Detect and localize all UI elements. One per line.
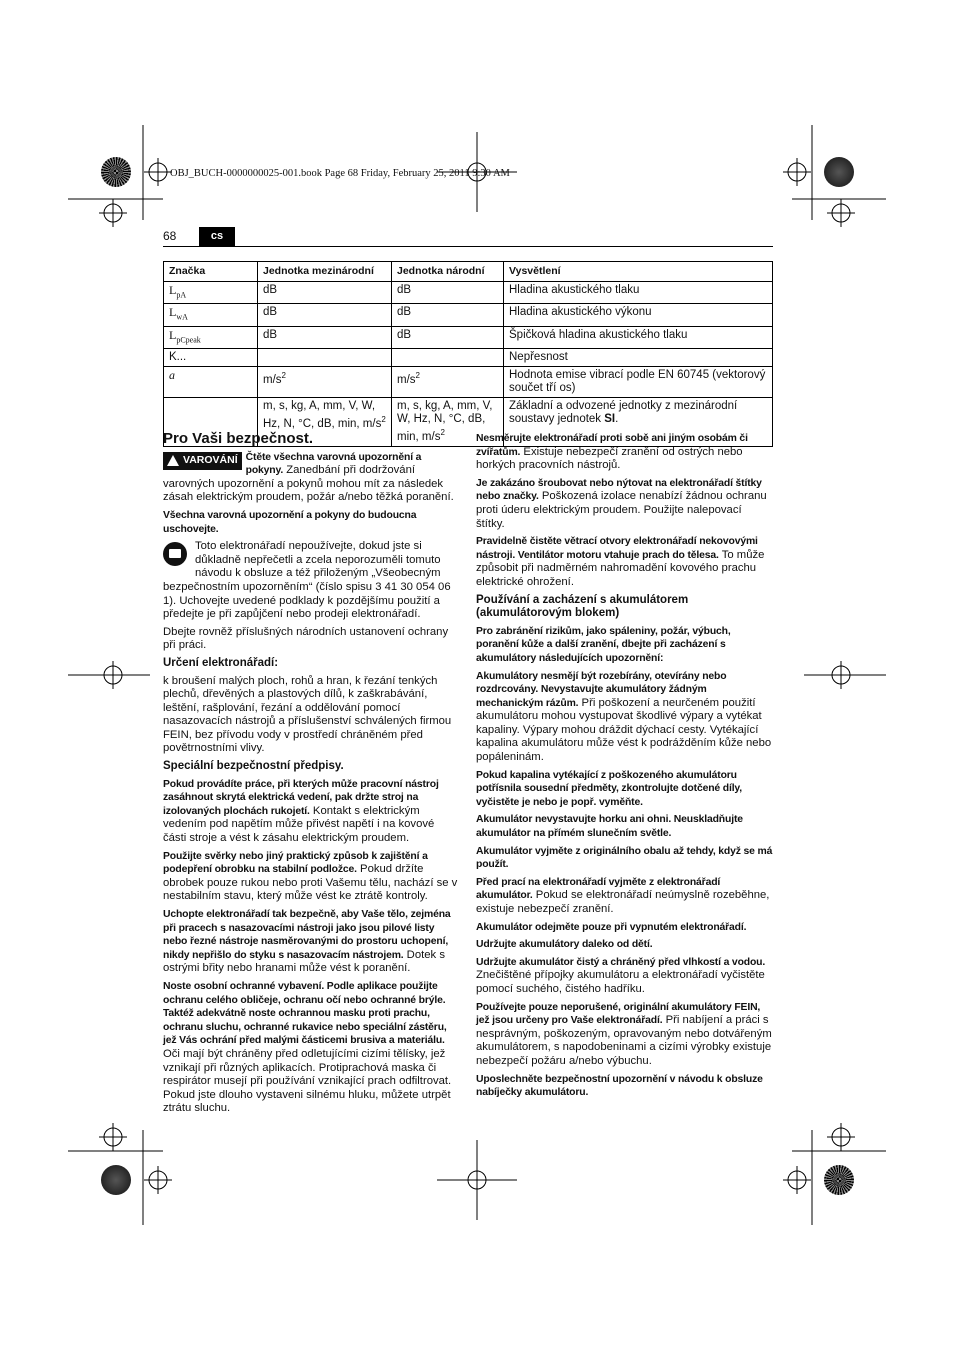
color-disc-top-right — [824, 157, 854, 187]
table-header: Vysvětlení — [504, 262, 773, 282]
table-header: Značka — [164, 262, 258, 282]
header-rule — [163, 246, 773, 247]
warning-badge: VAROVÁNÍ — [163, 452, 242, 470]
paragraph: Nesměrujte elektronářadí proti sobě ani jiným osobám či zvířatům. Existuje nebezpečí zranění od ostrých nebo horkých pracovních nástrojů. — [476, 433, 748, 472]
table-header-row — [164, 262, 773, 282]
table-header: Jednotka mezinárodní — [258, 262, 392, 282]
paragraph: Před prací na elektronářadí vyjměte z elektronářadí akumulátor. Pokud se elektronářadí neúmyslně rozeběhne, existuje nebezpečí zranění. — [476, 876, 770, 915]
natl-unit-cell — [392, 349, 504, 367]
page-number: 68 — [163, 229, 177, 243]
paragraph: Akumulátor nevystavujte horku ani ohni. Neuskladňujte akumulátor na přímém slunečním světle. — [476, 814, 743, 840]
table-row — [164, 367, 773, 398]
description-cell: Základní a odvozené jednotky z mezinárodní soustavy jednotek SI. — [504, 398, 773, 447]
paragraph: Noste osobní ochranné vybavení. Podle aplikace použijte ochranu celého obličeje, ochranu očí nebo ochranné brýle. Taktéž adekvátně noste ochrannou masku proti prachu, ochranu sluchu, ochranné rukavice nebo speciální zástěru, jež Vás ochrání před malými částicemi brusiva a materiálu. Oči mají být chráněny před odletujícími cizími tělísky, jež vznikají při různých aplikacích. Protiprachová maska či respirátor musejí při používání vznikající prach odfiltrovat. Pokud jste dlouho vystaveni silnému hluku, můžete utrpět ztrátu sluchu. — [163, 980, 452, 1115]
paragraph: Uposlechněte bezpečnostní upozornění v návodu k obsluze nabíječky akumulátoru. — [476, 1073, 763, 1099]
file-info: OBJ_BUCH-0000000025-001.book Page 68 Friday, February 25, 2011 9:30 AM — [170, 168, 510, 179]
read-manual-icon — [163, 542, 187, 566]
subheading: Určení elektronářadí: — [163, 656, 279, 669]
natl-unit-cell: m, s, kg, A, mm, V, W, Hz, N, °C, dB, min, $m/s^2$ — [392, 398, 504, 447]
table-row — [164, 349, 773, 367]
language-badge: cs — [199, 227, 235, 246]
table-row — [164, 282, 773, 304]
intl-unit-cell: $m/s^2$ — [258, 367, 392, 398]
natl-unit-cell: dB — [392, 282, 504, 304]
paragraph: Všechna varovná upozornění a pokyny do budoucna uschovejte. — [163, 509, 417, 535]
paragraph: Uchopte elektronářadí tak bezpečně, aby Vaše tělo, zejména při pracech s nasazovacími nástroji jako jsou pilové listy nebo řezné nástroje nasměrovanými do prostoru uchopení, nikdy nepřišlo do styku s nasazovacím nástrojem. Dotek s ostrými břity nebo hranami může vést k poranění. — [163, 909, 451, 975]
intl-unit-cell — [258, 349, 392, 367]
paragraph: Akumulátor odejměte pouze při vypnutém elektronářadí. — [476, 921, 747, 933]
symbol-cell: $L_{pCpeak}$ — [164, 326, 258, 348]
color-disc-bottom-right — [824, 1165, 854, 1195]
paragraph: Udržujte akumulátor čistý a chráněný před vlhkostí a vodou. Znečištěné přípojky akumulátoru a elektronářadí vyčistěte pomocí suchého, čistého hadříku. — [476, 956, 766, 995]
intl-unit-cell: dB — [258, 282, 392, 304]
paragraph: Akumulátor vyjměte z originálního obalu až tehdy, když se má použít. — [476, 845, 773, 871]
table-row — [164, 304, 773, 326]
description-cell: Nepřesnost — [504, 349, 773, 367]
color-disc-top-left — [101, 157, 131, 187]
natl-unit-cell: $m/s^2$ — [392, 367, 504, 398]
description-cell: Špičková hladina akustického tlaku — [504, 326, 773, 348]
section-title: Pro Vaši bezpečnost. — [163, 430, 314, 447]
description-cell: Hladina akustického výkonu — [504, 304, 773, 326]
table-row — [164, 326, 773, 348]
warning-paragraph: VAROVÁNÍ Čtěte všechna varovná upozornění a pokyny. Zanedbání při dodržování varovných upozornění a pokynů mohou mít za následek zásah elektrickým proudem, požár a/nebo těžká poranění. — [163, 451, 454, 504]
symbol-cell: a — [164, 367, 258, 398]
subheading: Používání a zacházení s akumulátorem (akumulátorovým blokem) — [476, 593, 689, 620]
paragraph: Dbejte rovněž příslušných národních ustanovení ochrany při práci. — [163, 625, 449, 652]
description-cell: Hladina akustického tlaku — [504, 282, 773, 304]
natl-unit-cell: dB — [392, 304, 504, 326]
intl-unit-cell: m, s, kg, A, mm, V, W, Hz, N, °C, dB, min, $m/s^2$ — [258, 398, 392, 447]
symbol-cell: K... — [164, 349, 258, 367]
paragraph: Akumulátory nesmějí být rozebírány, otevírány nebo rozdrcovány. Nevystavujte akumulátory žádným mechanickým rázům. Při poškození a neurčeném použití akumulátoru mohou vystupovat škodlivé výpary a vytékat kapaliny. Výpary mohou dráždit dýchací cesty. Vytékající kapalina akumulátoru může vést k podrážděním kůže nebo popáleninám. — [476, 670, 772, 764]
paragraph: Použijte svěrky nebo jiný praktický způsob k zajištění a podepření obrobku na stabilní podložce. Pokud držíte obrobek pouze rukou nebo proti Vašemu tělu, nachází se v nestabilním stavu, který může vést ke ztrátě kontroly. — [163, 850, 458, 903]
right-column — [476, 432, 773, 1104]
table-header: Jednotka národní — [392, 262, 504, 282]
natl-unit-cell: dB — [392, 326, 504, 348]
paragraph: Je zakázáno šroubovat nebo nýtovat na elektronářadí štítky nebo značky. Poškozená izolace nenabízí žádnou ochranu proti úderu elektrickým proudem. Použijte nalepovací štítky. — [476, 477, 767, 530]
paragraph: k broušení malých ploch, rohů a hran, k řezání tenkých plechů, dřevěných a plastových dílů, k zaškrabávání, leštění, rašplování, řezání a oddělování pomocí nasazovacích nástrojů a příslušenství schválených firmou FEIN, bez přívodu vody v prostředí chráněném před povětrnostními vlivy. — [163, 674, 452, 755]
paragraph: Pro zabránění rizikům, jako spáleniny, požár, výbuch, poranění kůže a další zranění, dbejte při zacházení s akumulátory následujících upozornění: — [476, 625, 731, 664]
paragraph: Používejte pouze neporušené, originální akumulátory FEIN, jež jsou určeny pro Vaše elektronářadí. Při nabíjení a práci s nesprávným, poškozeným, opravovaným nebo dotvářeným akumulátorem, s napodobeninami a cizími výrobky existuje nebezpečí požáru a/nebo výbuchu. — [476, 1001, 772, 1067]
paragraph: Pokud provádíte práce, při kterých může pracovní nástroj zasáhnout skrytá elektrická vedení, pak držte stroj na izolovaných plochách rukojetí. Kontakt s elektrickým vedením pod napětím může přivést napětí i na kovové části stroje a vést k zásahu elektrickým proudem. — [163, 778, 439, 845]
intl-unit-cell: dB — [258, 304, 392, 326]
description-cell: Hodnota emise vibrací podle EN 60745 (vektorový součet tří os) — [504, 367, 773, 398]
paragraph: Toto elektronářadí nepoužívejte, dokud jste si důkladně nepřečetli a zcela neporozuměli tomuto návodu k obsluze a též přiloženým „Všeobecným bezpečnostním upozorněním“ (číslo spisu 3 41 30 054 06 1). Uchovejte uvedené podklady k pozdějšímu použití a předejte je při zapůjčení nebo prodeji elektronářadí. — [163, 540, 451, 621]
subheading: Speciální bezpečnostní předpisy. — [163, 760, 344, 773]
paragraph: Pokud kapalina vytékající z poškozeného akumulátoru potřísnila sousední předměty, zkontrolujte dotčené díly, vyčistěte je nebo je popř. vyměňte. — [476, 769, 743, 808]
symbol-cell: $L_{pA}$ — [164, 282, 258, 304]
paragraph: Pravidelně čistěte větrací otvory elektronářadí nekovovými nástroji. Ventilátor motoru vtahuje prach do tělesa. To může způsobit při nadměrném nahromadění kovového prachu elektrické ohrožení. — [476, 536, 765, 588]
warning-triangle-icon — [167, 455, 179, 466]
paragraph: Udržujte akumulátory daleko od dětí. — [476, 939, 653, 951]
left-column — [163, 432, 460, 1120]
color-disc-bottom-left — [101, 1165, 131, 1195]
units-table — [163, 261, 773, 447]
intl-unit-cell: dB — [258, 326, 392, 348]
symbol-cell: $L_{wA}$ — [164, 304, 258, 326]
